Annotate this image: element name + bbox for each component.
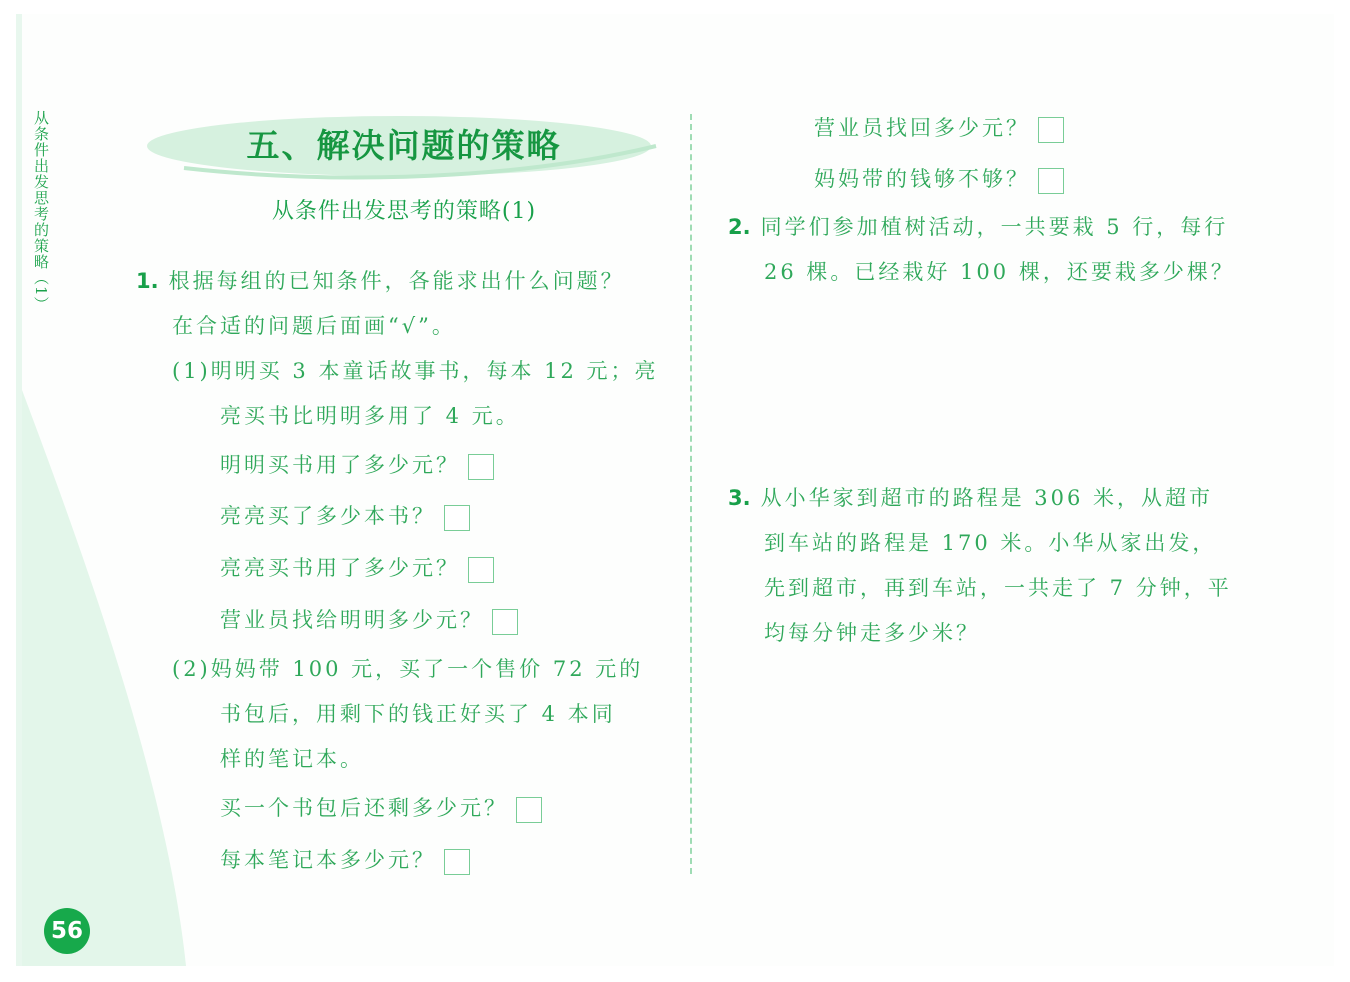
q1-stem-line1: 1. 根据每组的已知条件，各能求出什么问题？ [136, 269, 625, 293]
title-banner [144, 110, 664, 180]
q1-part1-line1: (1)明明买 3 本童话故事书，每本 12 元；亮 [172, 359, 659, 383]
workbook-page [16, 14, 1334, 966]
q1-stem-line2: 在合适的问题后面画“√”。 [172, 314, 456, 338]
check-box[interactable] [468, 557, 494, 583]
column-divider [690, 114, 692, 874]
q1-part2-line1: (2)妈妈带 100 元，买了一个售价 72 元的 [172, 657, 644, 681]
q1-part1-option-4: 营业员找给明明多少元？ [220, 605, 518, 635]
page-number-badge: 56 [44, 908, 90, 954]
q3-line3: 先到超市，再到车站，一共走了 7 分钟，平 [764, 576, 1232, 600]
q1-part2-line2: 书包后，用剩下的钱正好买了 4 本同 [220, 702, 616, 726]
side-section-label: 从条件出发思考的策略（1） [32, 110, 50, 313]
q1-part1-line2: 亮买书比明明多用了 4 元。 [220, 404, 520, 428]
check-box[interactable] [1038, 168, 1064, 194]
q2-line2: 26 棵。已经栽好 100 棵，还要栽多少棵？ [764, 260, 1235, 284]
q2-line1: 2. 同学们参加植树活动，一共要栽 5 行，每行 [728, 215, 1229, 239]
q1-part2-option-3: 妈妈带的钱够不够？ [814, 164, 1064, 194]
page-subtitle: 从条件出发思考的策略(1) [271, 199, 537, 224]
q1-part1-label: (1) [172, 359, 211, 383]
check-box[interactable] [1038, 117, 1064, 143]
check-box[interactable] [468, 454, 494, 480]
q3-line2: 到车站的路程是 170 米。小华从家出发， [764, 531, 1217, 555]
q1-part1-option-5: 营业员找回多少元？ [814, 113, 1064, 143]
q1-part2-option-1: 买一个书包后还剩多少元？ [220, 793, 542, 823]
q1-part2-option-2: 每本笔记本多少元？ [220, 845, 470, 875]
q3-number: 3. [728, 486, 751, 510]
q2-number: 2. [728, 215, 751, 239]
check-box[interactable] [492, 609, 518, 635]
q1-number: 1. [136, 269, 159, 293]
q1-part1-option-3: 亮亮买书用了多少元？ [220, 553, 494, 583]
q3-line4: 均每分钟走多少米？ [764, 621, 980, 645]
q1-part1-option-2: 亮亮买了多少本书？ [220, 501, 470, 531]
q1-part2-label: (2) [172, 657, 211, 681]
q1-part1-option-1: 明明买书用了多少元？ [220, 450, 494, 480]
check-box[interactable] [444, 849, 470, 875]
page-title: 五、解决问题的策略 [246, 126, 562, 165]
q3-line1: 3. 从小华家到超市的路程是 306 米，从超市 [728, 486, 1214, 510]
check-box[interactable] [516, 797, 542, 823]
q1-part2-line3: 样的笔记本。 [220, 747, 364, 771]
check-box[interactable] [444, 505, 470, 531]
